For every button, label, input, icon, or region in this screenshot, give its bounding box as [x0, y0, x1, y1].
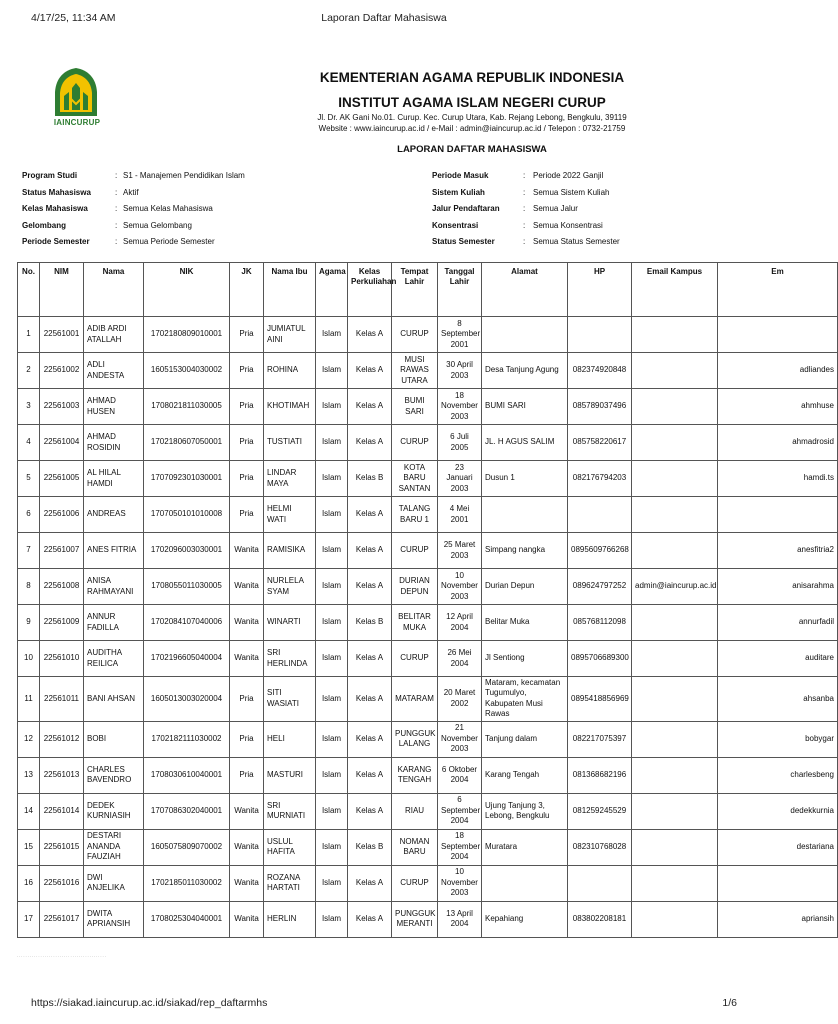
- table-cell: Desa Tanjung Agung: [482, 353, 568, 389]
- table-cell: Islam: [316, 605, 348, 641]
- table-cell: 9: [18, 605, 40, 641]
- report-title: LAPORAN DAFTAR MAHASISWA: [397, 144, 547, 155]
- table-cell: [632, 425, 718, 461]
- table-cell: [482, 317, 568, 353]
- table-cell: 16: [18, 865, 40, 901]
- table-cell: CURUP: [392, 425, 438, 461]
- table-cell: 1702180607050001: [144, 425, 230, 461]
- table-cell: DWITA APRIANSIH: [84, 901, 144, 937]
- page-number: 1/6: [722, 997, 737, 1009]
- table-cell: 22561013: [40, 757, 84, 793]
- table-cell: USLUL HAFITA: [264, 829, 316, 865]
- table-cell: 4: [18, 425, 40, 461]
- table-cell: DWI ANJELIKA: [84, 865, 144, 901]
- table-cell: 6 September 2004: [438, 793, 482, 829]
- table-row: [18, 569, 838, 605]
- table-row: [18, 757, 838, 793]
- table-cell: CURUP: [392, 641, 438, 677]
- table-cell: MATARAM: [392, 677, 438, 722]
- table-cell: 1708025304040001: [144, 901, 230, 937]
- table-cell: 082217075397: [568, 721, 632, 757]
- table-cell: Kelas B: [348, 829, 392, 865]
- table-row: [18, 497, 838, 533]
- table-cell: 18 November 2003: [438, 389, 482, 425]
- table-header: [18, 263, 838, 317]
- table-cell: 23 Januari 2003: [438, 461, 482, 497]
- table-cell: BUMI SARI: [482, 389, 568, 425]
- table-cell: 17: [18, 901, 40, 937]
- table-row: [18, 353, 838, 389]
- table-cell: 11: [18, 677, 40, 722]
- table-cell: admin@iaincurup.ac.id: [632, 569, 718, 605]
- table-cell: 6 Juli 2005: [438, 425, 482, 461]
- column-header: Nama: [84, 263, 144, 317]
- table-cell: [568, 317, 632, 353]
- table-cell: AL HILAL HAMDI: [84, 461, 144, 497]
- table-row: [18, 677, 838, 722]
- table-cell: MASTURI: [264, 757, 316, 793]
- table-cell: KHOTIMAH: [264, 389, 316, 425]
- table-body: [18, 317, 838, 938]
- table-cell: Islam: [316, 757, 348, 793]
- table-cell: 6: [18, 497, 40, 533]
- table-cell: 085768112098: [568, 605, 632, 641]
- table-cell: 082374920848: [568, 353, 632, 389]
- table-cell: Islam: [316, 497, 348, 533]
- table-row: [18, 641, 838, 677]
- table-cell: PUNGGUK LALANG: [392, 721, 438, 757]
- table-cell: Islam: [316, 901, 348, 937]
- table-cell: DURIAN DEPUN: [392, 569, 438, 605]
- table-cell: Islam: [316, 865, 348, 901]
- table-cell: CURUP: [392, 865, 438, 901]
- table-row: [18, 605, 838, 641]
- print-datetime: 4/17/25, 11:34 AM: [31, 12, 116, 24]
- table-cell: Wanita: [230, 605, 264, 641]
- table-cell: 1707092301030001: [144, 461, 230, 497]
- table-cell: ANNUR FADILLA: [84, 605, 144, 641]
- table-cell: 1702185011030002: [144, 865, 230, 901]
- table-cell: Pria: [230, 757, 264, 793]
- table-row: [18, 793, 838, 829]
- table-cell: 082176794203: [568, 461, 632, 497]
- table-row: [18, 317, 838, 353]
- table-cell: Pria: [230, 497, 264, 533]
- table-cell: RIAU: [392, 793, 438, 829]
- table-cell: [568, 497, 632, 533]
- table-cell: BELITAR MUKA: [392, 605, 438, 641]
- table-cell: 22561015: [40, 829, 84, 865]
- table-cell: Pria: [230, 425, 264, 461]
- table-cell: apriansih: [718, 901, 838, 937]
- table-cell: [632, 721, 718, 757]
- table-cell: [632, 533, 718, 569]
- table-cell: 22561004: [40, 425, 84, 461]
- table-cell: NOMAN BARU: [392, 829, 438, 865]
- table-cell: Mataram, kecamatan Tugumulyo, Kabupaten Musi Rawas: [482, 677, 568, 722]
- table-cell: Wanita: [230, 533, 264, 569]
- table-cell: Kelas A: [348, 533, 392, 569]
- table-cell: 1707086302040001: [144, 793, 230, 829]
- table-cell: Wanita: [230, 865, 264, 901]
- table-cell: Islam: [316, 533, 348, 569]
- table-cell: Kelas A: [348, 425, 392, 461]
- table-cell: TUSTIATI: [264, 425, 316, 461]
- table-cell: Pria: [230, 317, 264, 353]
- table-cell: SRI HERLINDA: [264, 641, 316, 677]
- table-cell: [632, 757, 718, 793]
- table-cell: Jl Sentiong: [482, 641, 568, 677]
- table-cell: Wanita: [230, 569, 264, 605]
- table-cell: ANDREAS: [84, 497, 144, 533]
- table-cell: 14: [18, 793, 40, 829]
- table-row: [18, 901, 838, 937]
- table-cell: KOTA BARU SANTAN: [392, 461, 438, 497]
- table-cell: Wanita: [230, 641, 264, 677]
- table-cell: AHMAD ROSIDIN: [84, 425, 144, 461]
- table-cell: SITI WASIATI: [264, 677, 316, 722]
- table-row: [18, 829, 838, 865]
- table-cell: 22561009: [40, 605, 84, 641]
- table-cell: 1: [18, 317, 40, 353]
- table-cell: Kelas A: [348, 865, 392, 901]
- table-cell: 10 November 2003: [438, 865, 482, 901]
- table-cell: 25 Maret 2003: [438, 533, 482, 569]
- table-cell: 1605013003020004: [144, 677, 230, 722]
- table-cell: 0895609766268: [568, 533, 632, 569]
- table-cell: adliandes: [718, 353, 838, 389]
- table-cell: 26 Mei 2004: [438, 641, 482, 677]
- table-cell: 22561008: [40, 569, 84, 605]
- table-cell: Kelas A: [348, 389, 392, 425]
- table-cell: destariana: [718, 829, 838, 865]
- student-table: [17, 262, 838, 938]
- table-cell: 1707050101010008: [144, 497, 230, 533]
- table-cell: 10: [18, 641, 40, 677]
- column-header: Kelas Perkuliahan: [348, 263, 392, 317]
- column-header: NIK: [144, 263, 230, 317]
- print-url: https://siakad.iaincurup.ac.id/siakad/rep_daftarmhs: [31, 997, 268, 1009]
- table-cell: Pria: [230, 721, 264, 757]
- table-cell: 22561006: [40, 497, 84, 533]
- table-cell: 13: [18, 757, 40, 793]
- table-cell: 21 November 2003: [438, 721, 482, 757]
- column-header: Email Kampus: [632, 263, 718, 317]
- table-cell: charlesbeng: [718, 757, 838, 793]
- table-cell: anisarahma: [718, 569, 838, 605]
- table-cell: 1605075809070002: [144, 829, 230, 865]
- table-cell: [718, 317, 838, 353]
- table-row: [18, 389, 838, 425]
- table-cell: DEDEK KURNIASIH: [84, 793, 144, 829]
- table-cell: Islam: [316, 461, 348, 497]
- table-cell: 22561010: [40, 641, 84, 677]
- table-cell: Islam: [316, 317, 348, 353]
- table-cell: [482, 497, 568, 533]
- table-cell: 8 September 2001: [438, 317, 482, 353]
- table-cell: Karang Tengah: [482, 757, 568, 793]
- table-cell: [632, 677, 718, 722]
- table-cell: 15: [18, 829, 40, 865]
- table-cell: CURUP: [392, 317, 438, 353]
- table-cell: 1702182111030002: [144, 721, 230, 757]
- institution-contact: Website : www.iaincurup.ac.id / e-Mail : admin@iaincurup.ac.id / Telepon : 0732-21759: [318, 124, 626, 133]
- table-cell: [632, 461, 718, 497]
- table-cell: 10 November 2003: [438, 569, 482, 605]
- table-cell: 22561012: [40, 721, 84, 757]
- table-cell: 18 September 2004: [438, 829, 482, 865]
- table-cell: 22561017: [40, 901, 84, 937]
- table-cell: ahmhuse: [718, 389, 838, 425]
- table-cell: 22561007: [40, 533, 84, 569]
- table-cell: 081259245529: [568, 793, 632, 829]
- table-cell: Dusun 1: [482, 461, 568, 497]
- print-header: [0, 12, 768, 26]
- table-cell: Simpang nangka: [482, 533, 568, 569]
- table-cell: 22561016: [40, 865, 84, 901]
- table-cell: 6 Oktober 2004: [438, 757, 482, 793]
- table-cell: 22561011: [40, 677, 84, 722]
- table-cell: 1702084107040006: [144, 605, 230, 641]
- column-header: No.: [18, 263, 40, 317]
- institution-address: Jl. Dr. AK Gani No.01. Curup. Kec. Curup Utara, Kab. Rejang Lebong, Bengkulu, 39119: [317, 113, 627, 122]
- table-row: [18, 461, 838, 497]
- column-header: HP: [568, 263, 632, 317]
- student-table-wrapper: [17, 262, 834, 954]
- table-cell: Kelas A: [348, 497, 392, 533]
- table-cell: NURLELA SYAM: [264, 569, 316, 605]
- table-cell: Kelas A: [348, 901, 392, 937]
- table-cell: 081368682196: [568, 757, 632, 793]
- table-cell: ANES FITRIA: [84, 533, 144, 569]
- table-cell: [632, 829, 718, 865]
- table-row: [18, 533, 838, 569]
- table-cell: AUDITHA REILICA: [84, 641, 144, 677]
- table-cell: BOBI: [84, 721, 144, 757]
- table-cell: [632, 353, 718, 389]
- table-cell: ADLI ANDESTA: [84, 353, 144, 389]
- table-cell: 22561003: [40, 389, 84, 425]
- table-cell: 1702096003030001: [144, 533, 230, 569]
- table-cell: Pria: [230, 389, 264, 425]
- table-cell: Islam: [316, 425, 348, 461]
- table-cell: Islam: [316, 641, 348, 677]
- table-cell: annurfadil: [718, 605, 838, 641]
- table-cell: 085789037496: [568, 389, 632, 425]
- table-cell: 30 April 2003: [438, 353, 482, 389]
- table-cell: Wanita: [230, 793, 264, 829]
- table-cell: Kelas A: [348, 793, 392, 829]
- table-cell: Wanita: [230, 829, 264, 865]
- table-cell: 7: [18, 533, 40, 569]
- column-header: Tanggal Lahir: [438, 263, 482, 317]
- table-cell: Pria: [230, 677, 264, 722]
- table-cell: 5: [18, 461, 40, 497]
- table-cell: ROHINA: [264, 353, 316, 389]
- table-cell: Durian Depun: [482, 569, 568, 605]
- table-cell: 1702196605040004: [144, 641, 230, 677]
- table-cell: anesfitria2: [718, 533, 838, 569]
- table-cell: Kelas A: [348, 569, 392, 605]
- table-cell: 082310768028: [568, 829, 632, 865]
- table-cell: 1708021811030005: [144, 389, 230, 425]
- table-cell: [632, 793, 718, 829]
- table-cell: Islam: [316, 829, 348, 865]
- table-cell: 1702180809010001: [144, 317, 230, 353]
- table-cell: BANI AHSAN: [84, 677, 144, 722]
- table-cell: Kelas B: [348, 461, 392, 497]
- table-cell: dedekkurnia: [718, 793, 838, 829]
- logo-text: IAINCURUP: [53, 118, 101, 127]
- table-cell: ADIB ARDI ATALLAH: [84, 317, 144, 353]
- table-cell: 1605153004030002: [144, 353, 230, 389]
- column-header: Agama: [316, 263, 348, 317]
- table-cell: ahsanba: [718, 677, 838, 722]
- table-cell: 1708030610040001: [144, 757, 230, 793]
- table-cell: Kelas A: [348, 721, 392, 757]
- table-cell: bobygar: [718, 721, 838, 757]
- table-cell: Pria: [230, 353, 264, 389]
- table-cell: AHMAD HUSEN: [84, 389, 144, 425]
- table-cell: 22561001: [40, 317, 84, 353]
- column-header: Alamat: [482, 263, 568, 317]
- table-cell: [632, 389, 718, 425]
- table-cell: Islam: [316, 793, 348, 829]
- table-cell: ahmadrosid: [718, 425, 838, 461]
- table-cell: [632, 497, 718, 533]
- table-row: [18, 721, 838, 757]
- table-cell: Kelas A: [348, 641, 392, 677]
- table-cell: 12 April 2004: [438, 605, 482, 641]
- table-cell: [568, 865, 632, 901]
- institution-name: INSTITUT AGAMA ISLAM NEGERI CURUP: [338, 95, 606, 110]
- table-cell: auditare: [718, 641, 838, 677]
- table-cell: CURUP: [392, 533, 438, 569]
- table-cell: MUSI RAWAS UTARA: [392, 353, 438, 389]
- table-cell: WINARTI: [264, 605, 316, 641]
- column-header: Nama Ibu: [264, 263, 316, 317]
- footnote: · · · · · · · · · · · · · · · · · · · · · · · · · · · · · · · · · · · · · · · · · ·: [17, 955, 106, 959]
- table-cell: Ujung Tanjung 3, Lebong, Bengkulu: [482, 793, 568, 829]
- table-cell: hamdi.ts: [718, 461, 838, 497]
- table-cell: Islam: [316, 677, 348, 722]
- table-cell: 1708055011030005: [144, 569, 230, 605]
- table-cell: 12: [18, 721, 40, 757]
- table-cell: 085758220617: [568, 425, 632, 461]
- ministry-name: KEMENTERIAN AGAMA REPUBLIK INDONESIA: [319, 70, 625, 85]
- table-cell: JL. H AGUS SALIM: [482, 425, 568, 461]
- table-cell: [632, 317, 718, 353]
- table-row: [18, 865, 838, 901]
- table-cell: 22561002: [40, 353, 84, 389]
- table-cell: 2: [18, 353, 40, 389]
- table-cell: Kelas A: [348, 317, 392, 353]
- table-cell: Islam: [316, 721, 348, 757]
- table-cell: DESTARI ANANDA FAUZIAH: [84, 829, 144, 865]
- table-cell: JUMIATUL AINI: [264, 317, 316, 353]
- table-cell: Wanita: [230, 901, 264, 937]
- column-header: Em: [718, 263, 838, 317]
- table-cell: Islam: [316, 569, 348, 605]
- table-cell: 22561014: [40, 793, 84, 829]
- table-cell: [718, 497, 838, 533]
- table-cell: Islam: [316, 353, 348, 389]
- print-title: Laporan Daftar Mahasiswa: [321, 12, 447, 24]
- table-cell: [632, 641, 718, 677]
- table-cell: 0895418856969: [568, 677, 632, 722]
- table-cell: 4 Mei 2001: [438, 497, 482, 533]
- table-cell: HERLIN: [264, 901, 316, 937]
- table-cell: Kelas A: [348, 757, 392, 793]
- table-cell: 089624797252: [568, 569, 632, 605]
- table-cell: 13 April 2004: [438, 901, 482, 937]
- table-cell: LINDAR MAYA: [264, 461, 316, 497]
- table-cell: [632, 901, 718, 937]
- table-cell: [718, 865, 838, 901]
- table-cell: HELMI WATI: [264, 497, 316, 533]
- table-cell: 0895706689300: [568, 641, 632, 677]
- table-cell: PUNGGUK MERANTI: [392, 901, 438, 937]
- table-cell: SRI MURNIATI: [264, 793, 316, 829]
- table-cell: Tanjung dalam: [482, 721, 568, 757]
- table-cell: [632, 865, 718, 901]
- table-cell: BUMI SARI: [392, 389, 438, 425]
- table-cell: HELI: [264, 721, 316, 757]
- column-header: Tempat Lahir: [392, 263, 438, 317]
- table-cell: Kelas A: [348, 353, 392, 389]
- table-cell: [632, 605, 718, 641]
- table-cell: CHARLES BAVENDRO: [84, 757, 144, 793]
- table-cell: Islam: [316, 389, 348, 425]
- table-cell: Pria: [230, 461, 264, 497]
- table-row: [18, 425, 838, 461]
- table-cell: [482, 865, 568, 901]
- table-cell: KARANG TENGAH: [392, 757, 438, 793]
- table-cell: 8: [18, 569, 40, 605]
- table-cell: 083802208181: [568, 901, 632, 937]
- table-cell: Muratara: [482, 829, 568, 865]
- table-cell: Belitar Muka: [482, 605, 568, 641]
- table-cell: Kepahiang: [482, 901, 568, 937]
- table-cell: 3: [18, 389, 40, 425]
- column-header: NIM: [40, 263, 84, 317]
- table-cell: 22561005: [40, 461, 84, 497]
- table-cell: Kelas A: [348, 677, 392, 722]
- table-cell: Kelas B: [348, 605, 392, 641]
- table-cell: 20 Maret 2002: [438, 677, 482, 722]
- table-cell: TALANG BARU 1: [392, 497, 438, 533]
- column-header: JK: [230, 263, 264, 317]
- table-cell: ROZANA HARTATI: [264, 865, 316, 901]
- table-cell: ANISA RAHMAYANI: [84, 569, 144, 605]
- table-cell: RAMISIKA: [264, 533, 316, 569]
